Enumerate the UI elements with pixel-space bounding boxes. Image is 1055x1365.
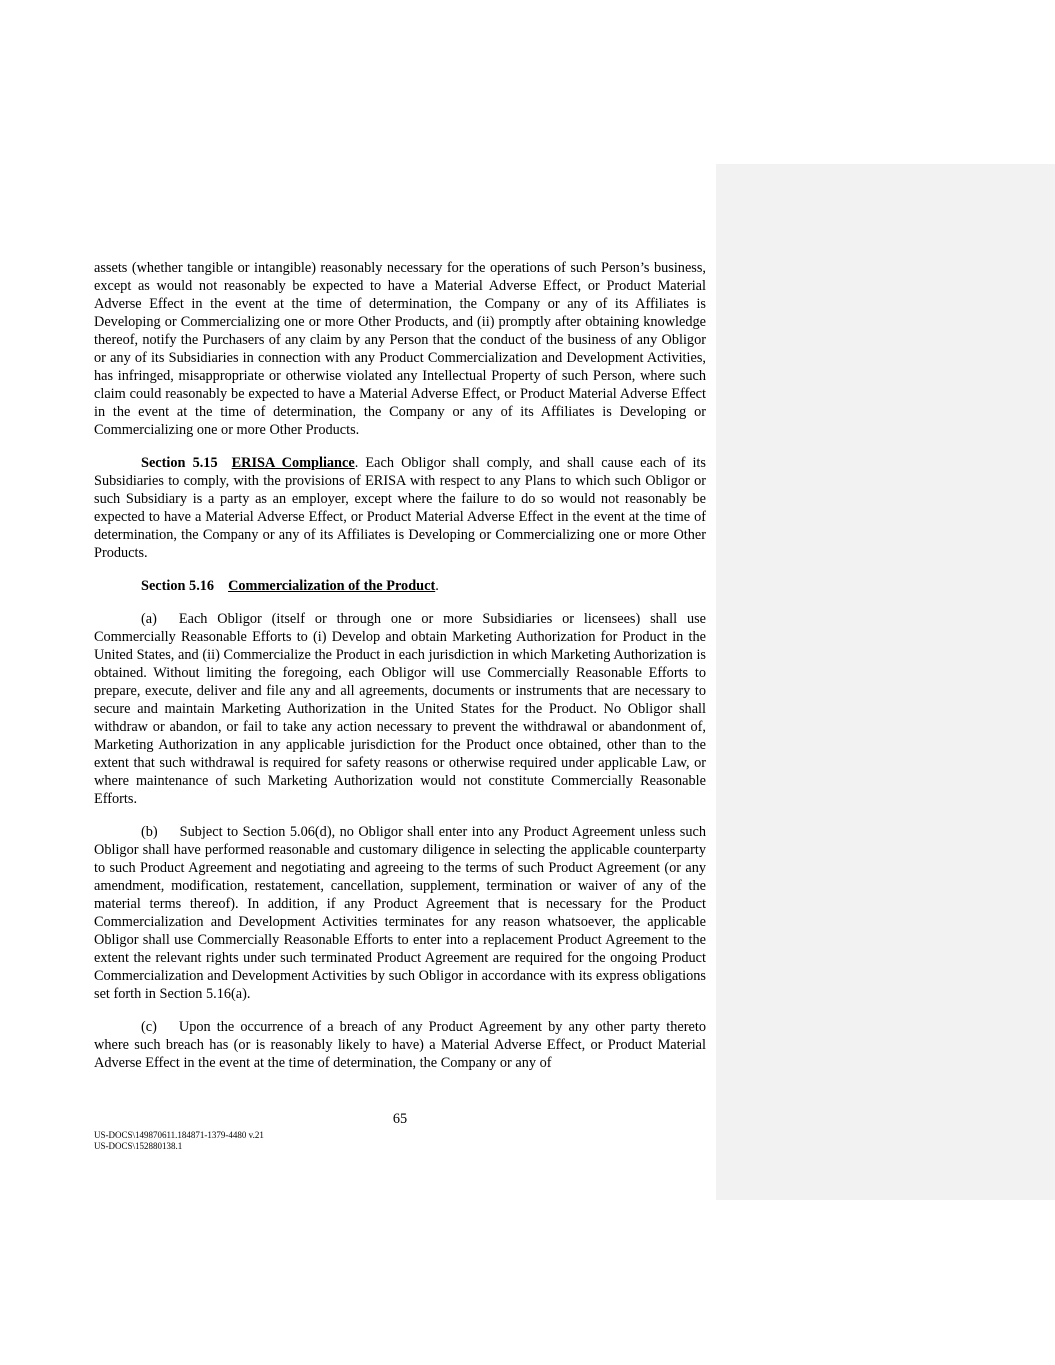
subparagraph-text: Upon the occurrence of a breach of any Product Agreement by any other party thereto where such breach has (or is reasonably likely to have) a Material Adverse Effect, or Product Material Adverse Effect in the event at the time of determination, the Company or any of	[94, 1019, 706, 1071]
page-number: 65	[392, 1111, 408, 1127]
subparagraph-a	[94, 610, 706, 808]
section-text: .	[435, 578, 439, 594]
section-number: Section 5.15	[141, 455, 218, 471]
section-title: ERISA Compliance	[231, 455, 355, 471]
page-body	[94, 259, 706, 1072]
subparagraph-label: (c)	[141, 1019, 157, 1035]
subparagraph-text: Subject to Section 5.06(d), no Obligor shall enter into any Product Agreement unless such Obligor shall have performed reasonable and customary diligence in selecting the applicable counterparty to such Product Agreement and negotiating and agreeing to the terms of such Product Agreement (or any amendment, modification, restatement, cancellation, supplement, termination or waiver of any of the material terms thereof). In addition, if any Product Agreement that is necessary for the Product Commercialization and Development Activities terminates for any reason whatsoever, the applicable Obligor shall use Commercially Reasonable Efforts to enter into a replacement Product Agreement to the extent the relevant rights under such terminated Product Agreement are required for the ongoing Product Commercialization and Development Activities by such Obligor in accordance with its express obligations set forth in Section 5.16(a).	[94, 824, 706, 1002]
section-text: . Each Obligor shall comply, and shall cause each of its Subsidiaries to comply, with the provisions of ERISA with respect to any Plans to which such Obligor or such Subsidiary is a party as an employer, except where the failure to do so would not reasonably be expected to have a Material Adverse Effect, or Product Material Adverse Effect in the event at the time of determination, the Company or any of its Affiliates is Developing or Commercializing one or more Other Products.	[94, 455, 706, 561]
section-5-16-heading	[94, 577, 706, 595]
subparagraph-b	[94, 823, 706, 1003]
subparagraph-text: Each Obligor (itself or through one or more Subsidiaries or licensees) shall use Commercially Reasonable Efforts to (i) Develop and obtain Marketing Authorization for Product in the United States, and (ii) Commercialize the Product in each jurisdiction in which Marketing Authorization is obtained. Without limiting the foregoing, each Obligor will use Commercially Reasonable Efforts to prepare, execute, deliver and file any and all agreements, documents or instruments that are necessary to secure and maintain Marketing Authorization in the United States for the Product. No Obligor shall withdraw or abandon, or fail to take any action necessary to prevent the withdrawal or abandonment of, Marketing Authorization in any applicable jurisdiction for the Product once obtained, other than to the extent that such withdrawal is required for safety reasons or otherwise required under applicable Law, or where maintenance of such Marketing Authorization would not constitute Commercially Reasonable Efforts.	[94, 611, 706, 807]
subparagraph-label: (a)	[141, 611, 157, 627]
section-title: Commercialization of the Product	[228, 578, 436, 594]
section-5-15	[94, 454, 706, 562]
subparagraph-c	[94, 1018, 706, 1072]
doc-id-line: US-DOCS\152880138.1	[94, 1141, 183, 1151]
document-ids	[94, 1130, 264, 1152]
doc-id-line: US-DOCS\149870611.184871-1379-4480 v.21	[94, 1130, 264, 1140]
comment-pane	[716, 164, 1055, 1200]
continuation-paragraph: assets (whether tangible or intangible) reasonably necessary for the operations of such Person’s business, except as would not reasonably be expected to have a Material Adverse Effect, or Product Material Adverse Effect in the event at the time of determination, the Company or any of its Affiliates is Developing or Commercializing one or more Other Products, and (ii) promptly after obtaining knowledge thereof, notify the Purchasers of any claim by any Person that the conduct of the business of any Obligor or any of its Subsidiaries in connection with any Product Commercialization and Development Activities, has infringed, misappropriate or otherwise violated any Intellectual Property of such Person, where such claim could reasonably be expected to have a Material Adverse Effect, or Product Material Adverse Effect in the event at the time of determination, the Company or any of its Affiliates is Developing or Commercializing one or more Other Products.	[94, 260, 706, 438]
subparagraph-label: (b)	[141, 824, 158, 840]
section-number: Section 5.16	[141, 578, 215, 594]
